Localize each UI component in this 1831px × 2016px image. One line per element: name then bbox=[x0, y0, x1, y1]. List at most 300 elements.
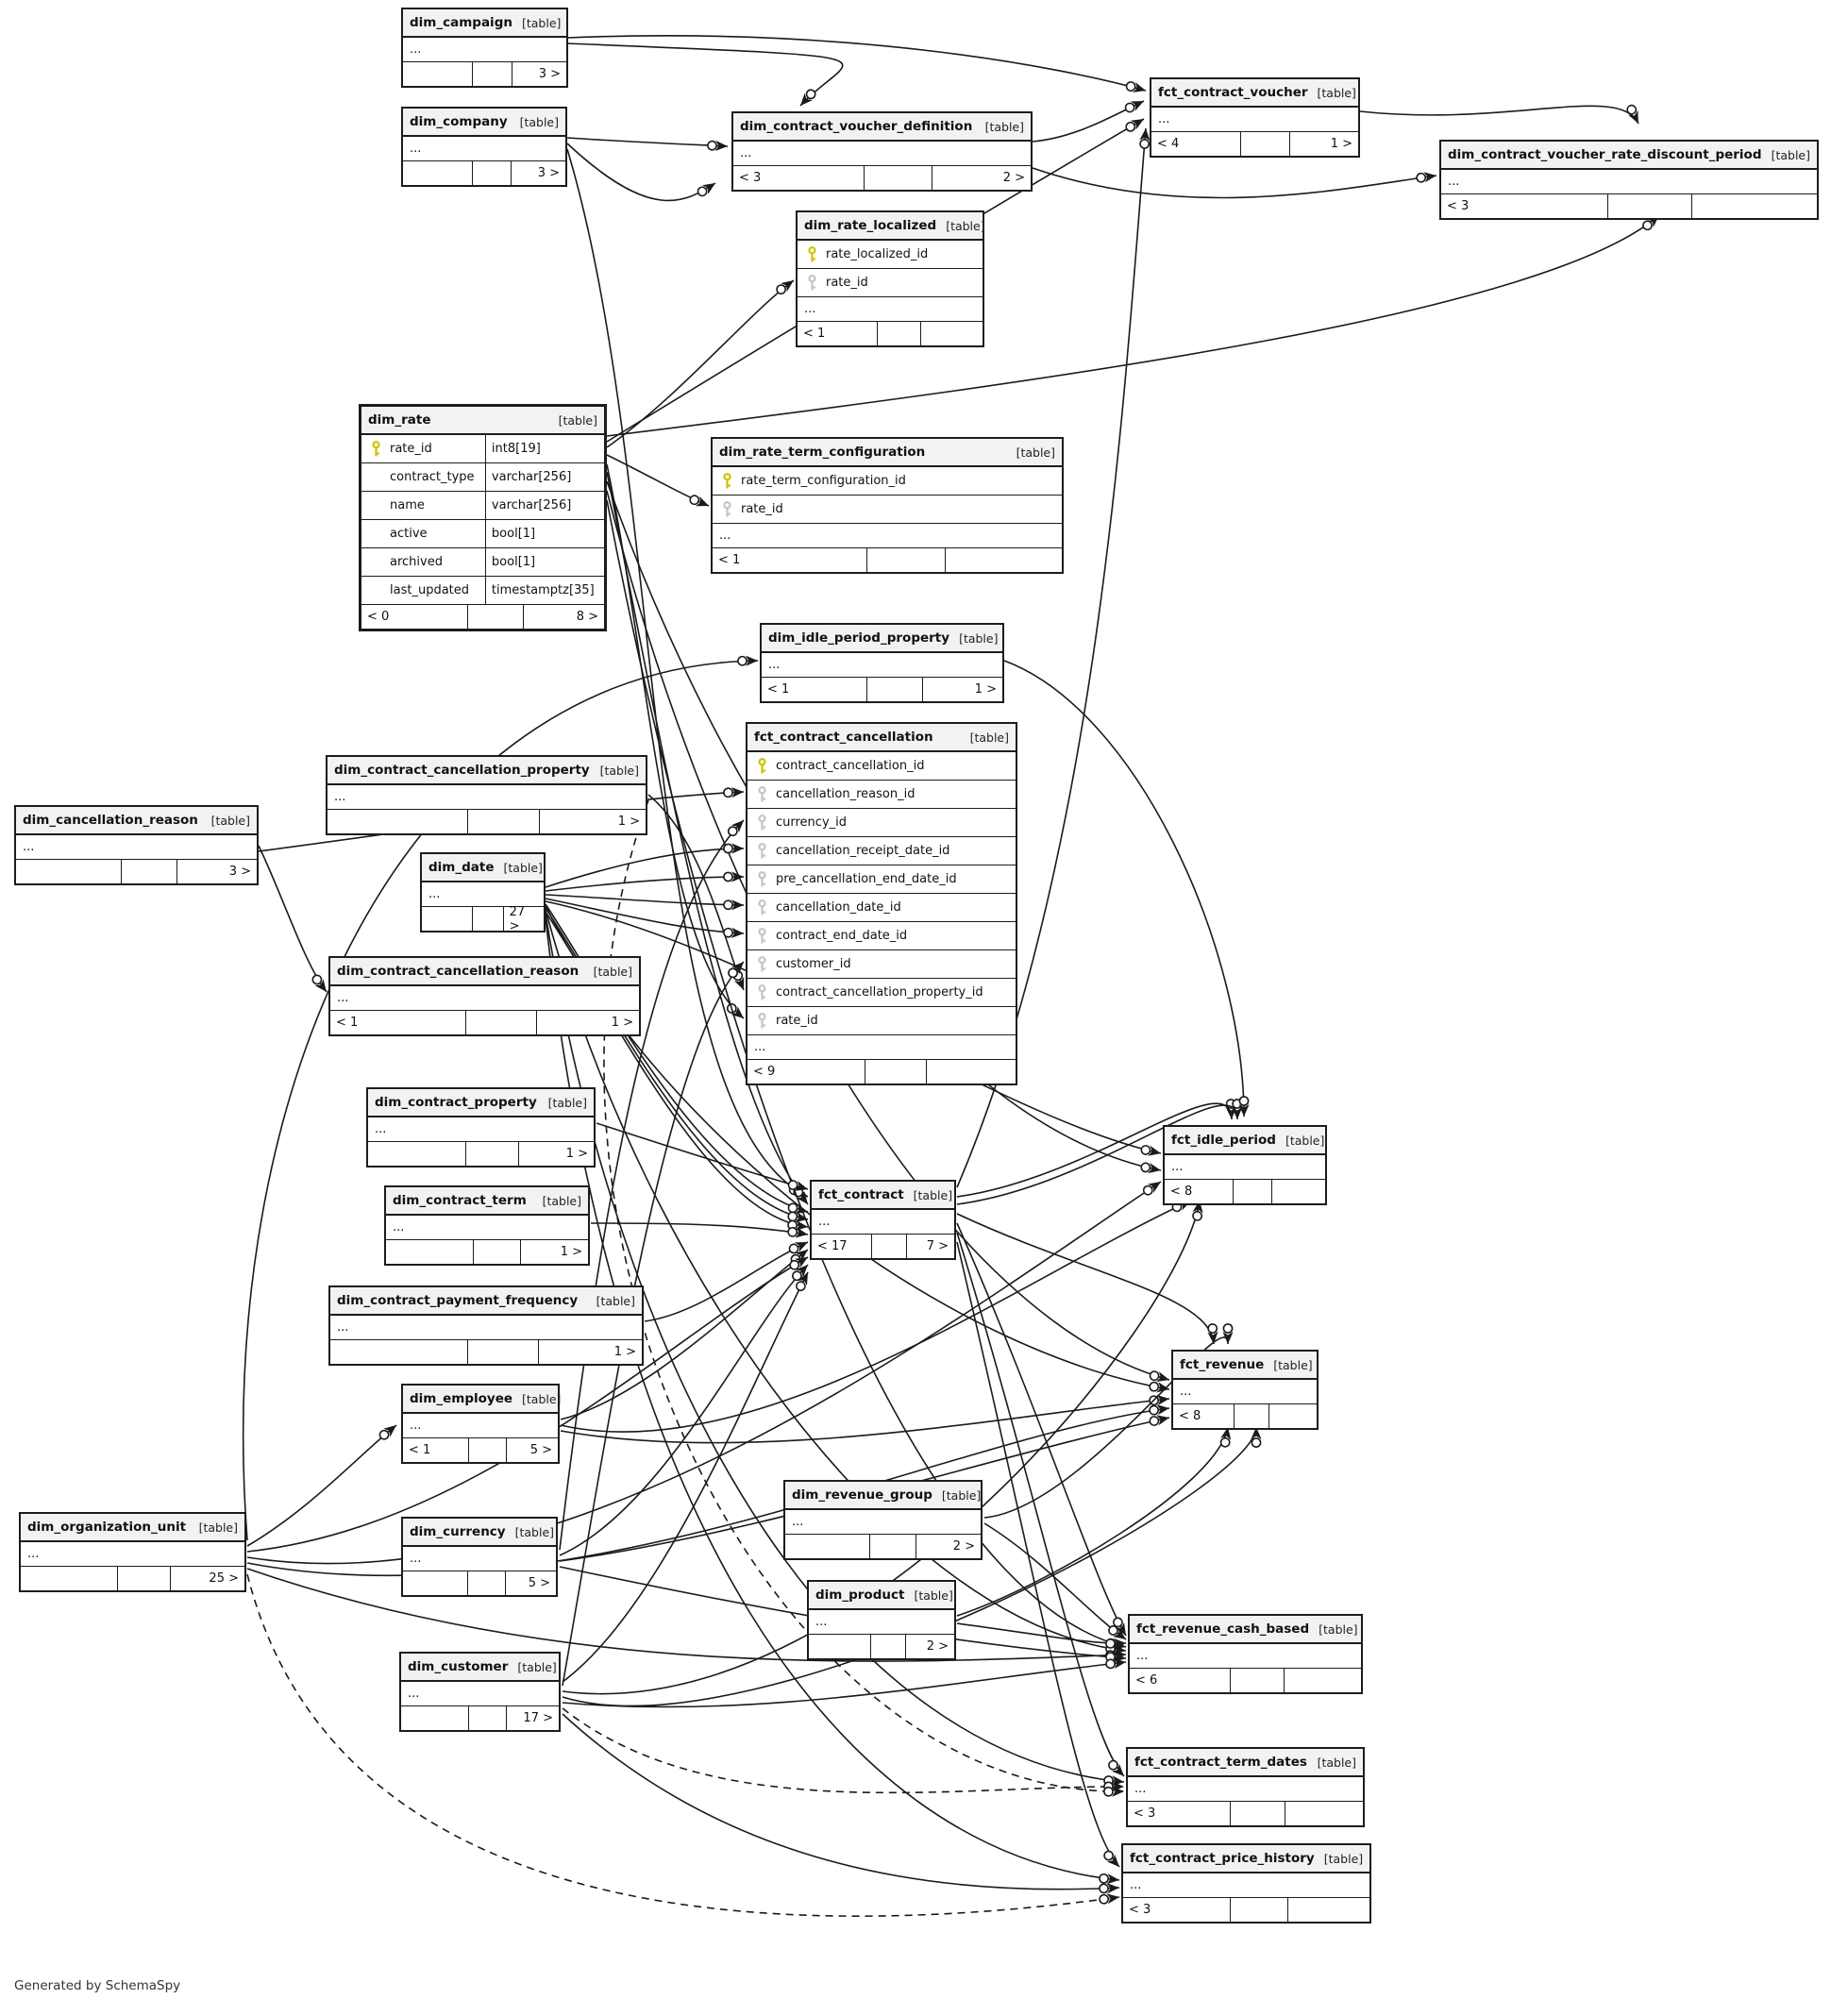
foreign-key-icon bbox=[798, 275, 826, 292]
table-footer bbox=[21, 1567, 244, 1590]
column-row-last_updated[interactable] bbox=[361, 577, 604, 605]
footer-spacer bbox=[871, 1235, 907, 1258]
table-footer bbox=[762, 678, 1002, 701]
table-footer bbox=[403, 1438, 558, 1462]
table-footer bbox=[809, 1635, 954, 1658]
table-footer bbox=[401, 1706, 559, 1730]
relationship-line bbox=[546, 877, 744, 891]
relationship-line bbox=[247, 1569, 1126, 1661]
child-count bbox=[1285, 1802, 1363, 1825]
columns-ellipsis: ... bbox=[762, 653, 1002, 678]
table-type-tag: [table] bbox=[519, 114, 559, 129]
parent-count bbox=[328, 810, 467, 833]
columns-ellipsis: ... bbox=[798, 297, 983, 322]
table-name[interactable]: fct_contract bbox=[818, 1187, 904, 1202]
table-footer bbox=[330, 1340, 642, 1364]
relationship-line bbox=[259, 846, 327, 992]
footer-spacer bbox=[467, 810, 540, 833]
child-count: 17 > bbox=[523, 1711, 553, 1725]
columns-ellipsis: ... bbox=[1151, 108, 1358, 132]
table-header[interactable] bbox=[733, 113, 1031, 142]
table-header[interactable] bbox=[1128, 1749, 1363, 1777]
column-row-rate_id[interactable] bbox=[361, 435, 604, 463]
relationship-line bbox=[957, 1623, 1126, 1643]
table-header[interactable] bbox=[748, 724, 1016, 752]
columns-ellipsis: ... bbox=[1123, 1873, 1369, 1898]
table-footer bbox=[16, 860, 257, 883]
table-name[interactable]: dim_rate_localized bbox=[804, 218, 937, 233]
table-fct_contract[interactable] bbox=[810, 1180, 956, 1260]
table-dim_contract_voucher_rate_discount_period[interactable] bbox=[1439, 140, 1819, 220]
table-footer bbox=[422, 904, 544, 933]
table-type-tag: [table] bbox=[913, 1187, 953, 1202]
table-header[interactable] bbox=[403, 1519, 556, 1547]
table-fct_contract_cancellation[interactable] bbox=[746, 722, 1017, 1085]
columns-ellipsis: ... bbox=[403, 38, 566, 62]
table-header[interactable] bbox=[16, 807, 257, 835]
footer-spacer bbox=[121, 860, 177, 883]
table-dim_revenue_group[interactable] bbox=[783, 1480, 983, 1560]
table-name[interactable]: dim_contract_voucher_definition bbox=[740, 119, 973, 134]
column-row-currency_id[interactable] bbox=[748, 809, 1016, 837]
table-fct_contract_price_history[interactable] bbox=[1121, 1843, 1371, 1924]
parent-count bbox=[401, 1706, 468, 1730]
table-name[interactable]: fct_contract_term_dates bbox=[1134, 1755, 1307, 1770]
table-name[interactable]: dim_product bbox=[815, 1588, 905, 1603]
table-type-tag: [table] bbox=[596, 1293, 635, 1308]
parent-count: < 8 bbox=[1179, 1409, 1201, 1423]
table-name[interactable]: dim_idle_period_property bbox=[768, 630, 950, 646]
foreign-key-icon bbox=[748, 871, 776, 888]
table-name[interactable]: dim_organization_unit bbox=[27, 1520, 187, 1535]
columns-ellipsis: ... bbox=[21, 1542, 244, 1567]
columns-ellipsis: ... bbox=[330, 986, 639, 1011]
column-row-contract_cancellation_id[interactable] bbox=[748, 752, 1016, 781]
table-header[interactable] bbox=[798, 212, 983, 241]
column-row-archived[interactable] bbox=[361, 548, 604, 577]
relationship-line bbox=[567, 43, 843, 106]
table-footer bbox=[330, 1011, 639, 1034]
parent-count bbox=[386, 1240, 473, 1264]
relationship-line bbox=[563, 1662, 1126, 1707]
column-name: last_updated bbox=[390, 583, 470, 597]
column-name: contract_cancellation_property_id bbox=[776, 985, 983, 1000]
table-header[interactable] bbox=[1165, 1127, 1325, 1155]
table-footer bbox=[1130, 1669, 1361, 1692]
footer-spacer bbox=[472, 62, 512, 86]
columns-ellipsis: ... bbox=[748, 1035, 1016, 1060]
child-count: 2 > bbox=[952, 1539, 975, 1554]
parent-count: < 3 bbox=[1447, 199, 1470, 213]
table-name[interactable]: fct_revenue_cash_based bbox=[1136, 1621, 1310, 1637]
column-name: rate_term_configuration_id bbox=[741, 474, 906, 488]
table-header[interactable] bbox=[1173, 1352, 1317, 1380]
column-name: name bbox=[390, 498, 425, 512]
table-dim_rate_term_configuration[interactable] bbox=[711, 437, 1064, 574]
table-name[interactable]: fct_idle_period bbox=[1171, 1133, 1276, 1148]
column-row-contract_type[interactable] bbox=[361, 463, 604, 492]
table-type-tag: [table] bbox=[593, 964, 632, 979]
table-name[interactable]: dim_contract_payment_frequency bbox=[337, 1293, 579, 1308]
footer-spacer bbox=[117, 1567, 170, 1590]
columns-ellipsis: ... bbox=[386, 1216, 588, 1240]
child-count: 2 > bbox=[926, 1639, 949, 1654]
child-count: 1 > bbox=[611, 1016, 633, 1030]
relationship-line bbox=[957, 1427, 1228, 1616]
foreign-key-icon bbox=[748, 899, 776, 916]
table-name[interactable]: dim_contract_property bbox=[375, 1095, 537, 1110]
table-footer bbox=[798, 322, 983, 345]
footer-spacer bbox=[1230, 1802, 1285, 1825]
table-type-tag: [table] bbox=[521, 15, 562, 30]
footer-spacer bbox=[870, 1635, 907, 1658]
table-type-tag: [table] bbox=[514, 1524, 555, 1539]
parent-count bbox=[809, 1635, 870, 1658]
table-type-tag: [table] bbox=[1273, 1357, 1313, 1372]
columns-ellipsis: ... bbox=[812, 1210, 954, 1235]
column-row-pre_cancellation_end_date_id[interactable] bbox=[748, 865, 1016, 894]
table-footer bbox=[1123, 1898, 1369, 1922]
relationship-line bbox=[546, 895, 744, 905]
table-dim_customer[interactable] bbox=[399, 1652, 561, 1732]
foreign-key-icon bbox=[748, 956, 776, 973]
parent-count: < 3 bbox=[739, 171, 762, 185]
child-count bbox=[927, 1060, 1016, 1084]
table-name[interactable]: dim_customer bbox=[408, 1659, 509, 1674]
column-name: pre_cancellation_end_date_id bbox=[776, 872, 957, 886]
table-header[interactable] bbox=[403, 1386, 562, 1414]
child-count bbox=[1269, 1404, 1317, 1428]
table-name[interactable]: dim_employee bbox=[410, 1391, 513, 1406]
columns-ellipsis: ... bbox=[16, 835, 257, 860]
parent-count: < 1 bbox=[803, 327, 826, 341]
table-dim_rate[interactable] bbox=[359, 404, 607, 631]
table-header[interactable] bbox=[330, 958, 639, 986]
child-count: 27 > bbox=[509, 904, 526, 933]
columns-ellipsis: ... bbox=[330, 1316, 642, 1340]
table-header[interactable] bbox=[1123, 1845, 1369, 1873]
table-header[interactable] bbox=[401, 1654, 559, 1682]
column-name: active bbox=[390, 527, 428, 541]
footer-spacer bbox=[866, 678, 923, 701]
table-name[interactable]: dim_revenue_group bbox=[792, 1487, 932, 1503]
table-type-tag: [table] bbox=[517, 1659, 557, 1674]
table-name[interactable]: fct_revenue bbox=[1180, 1357, 1265, 1372]
table-name[interactable]: dim_campaign bbox=[410, 15, 512, 30]
columns-ellipsis: ... bbox=[368, 1117, 594, 1142]
footer-spacer bbox=[472, 161, 512, 185]
column-name: contract_end_date_id bbox=[776, 929, 908, 943]
foreign-key-icon bbox=[748, 815, 776, 832]
foreign-key-icon bbox=[713, 501, 741, 518]
table-footer bbox=[1173, 1404, 1317, 1428]
parent-count bbox=[330, 1340, 467, 1364]
column-row-rate_term_configuration_id[interactable] bbox=[713, 467, 1062, 496]
table-name[interactable]: dim_contract_cancellation_reason bbox=[337, 964, 580, 979]
table-footer bbox=[748, 1060, 1016, 1084]
table-type-tag: [table] bbox=[1016, 445, 1055, 460]
column-name: rate_id bbox=[741, 502, 783, 516]
table-header[interactable] bbox=[713, 439, 1062, 467]
footer-spacer bbox=[1233, 1180, 1272, 1203]
table-footer bbox=[386, 1240, 588, 1264]
column-name: rate_id bbox=[776, 1014, 818, 1028]
footer-spacer bbox=[1240, 132, 1289, 156]
table-dim_contract_property[interactable] bbox=[366, 1087, 596, 1168]
table-header[interactable] bbox=[361, 407, 604, 435]
footer-spacer bbox=[1230, 1898, 1287, 1922]
relationship-line bbox=[567, 36, 1146, 91]
columns-ellipsis: ... bbox=[1130, 1644, 1361, 1669]
table-dim_cancellation_reason[interactable] bbox=[14, 805, 259, 885]
child-count: 5 > bbox=[529, 1443, 552, 1457]
columns-ellipsis: ... bbox=[733, 142, 1031, 166]
parent-count bbox=[785, 1535, 869, 1558]
relationship-line bbox=[1004, 661, 1244, 1117]
table-header[interactable] bbox=[812, 1182, 954, 1210]
table-dim_contract_payment_frequency[interactable] bbox=[328, 1285, 644, 1366]
foreign-key-icon bbox=[748, 984, 776, 1001]
parent-count: < 17 bbox=[817, 1239, 848, 1253]
table-footer bbox=[361, 605, 604, 629]
column-row-contract_end_date_id[interactable] bbox=[748, 922, 1016, 950]
parent-count bbox=[403, 161, 472, 185]
crow-foot-marker bbox=[1251, 1427, 1261, 1447]
foreign-key-icon bbox=[748, 928, 776, 945]
child-count: 1 > bbox=[613, 1345, 636, 1359]
table-header[interactable] bbox=[785, 1482, 981, 1510]
table-footer bbox=[812, 1235, 954, 1258]
column-type: int8[19] bbox=[485, 435, 604, 462]
parent-count: < 3 bbox=[1129, 1903, 1151, 1917]
table-name[interactable]: fct_contract_price_history bbox=[1130, 1851, 1315, 1866]
primary-key-icon bbox=[713, 473, 741, 490]
table-name[interactable]: dim_contract_voucher_rate_discount_period bbox=[1448, 147, 1762, 162]
footer-spacer bbox=[866, 548, 946, 572]
relationship-line bbox=[957, 1223, 1126, 1636]
table-name[interactable]: fct_contract_cancellation bbox=[754, 730, 933, 745]
parent-count bbox=[422, 907, 472, 931]
table-type-tag: [table] bbox=[210, 813, 250, 828]
table-footer bbox=[403, 161, 565, 185]
columns-ellipsis: ... bbox=[403, 1414, 558, 1438]
footer-spacer bbox=[472, 907, 503, 931]
table-header[interactable] bbox=[809, 1582, 954, 1610]
table-fct_idle_period[interactable] bbox=[1163, 1125, 1327, 1205]
table-name[interactable]: dim_company bbox=[410, 114, 508, 129]
child-count: 1 > bbox=[560, 1245, 582, 1259]
table-type-tag: [table] bbox=[1319, 1621, 1358, 1637]
child-count: 3 > bbox=[538, 67, 561, 81]
table-header[interactable] bbox=[21, 1514, 244, 1542]
table-header[interactable] bbox=[1130, 1616, 1361, 1644]
primary-key-icon bbox=[361, 441, 390, 458]
footer-spacer bbox=[1607, 194, 1692, 218]
column-name: customer_id bbox=[776, 957, 851, 971]
relationship-line bbox=[1360, 106, 1638, 124]
relationship-line bbox=[1033, 168, 1436, 198]
column-name: cancellation_reason_id bbox=[776, 787, 916, 801]
parent-count: < 9 bbox=[753, 1065, 776, 1079]
footer-spacer bbox=[468, 1706, 507, 1730]
primary-key-icon bbox=[798, 246, 826, 263]
table-header[interactable] bbox=[1151, 79, 1358, 108]
footer-spacer bbox=[865, 1060, 927, 1084]
columns-ellipsis: ... bbox=[422, 882, 544, 907]
columns-ellipsis: ... bbox=[1128, 1777, 1363, 1802]
table-footer bbox=[733, 166, 1031, 190]
table-type-tag: [table] bbox=[1317, 85, 1356, 100]
table-type-tag: [table] bbox=[1323, 1851, 1364, 1866]
table-header[interactable] bbox=[330, 1287, 642, 1316]
table-header[interactable] bbox=[328, 757, 646, 785]
table-type-tag: [table] bbox=[959, 630, 999, 646]
table-dim_company[interactable] bbox=[401, 107, 567, 187]
foreign-key-icon bbox=[748, 843, 776, 860]
column-row-name[interactable] bbox=[361, 492, 604, 520]
table-dim_campaign[interactable] bbox=[401, 8, 568, 88]
table-dim_product[interactable] bbox=[807, 1580, 956, 1660]
table-header[interactable] bbox=[403, 9, 566, 38]
footer-spacer bbox=[468, 1438, 507, 1462]
table-dim_organization_unit[interactable] bbox=[19, 1512, 246, 1592]
child-count bbox=[1288, 1898, 1369, 1922]
table-footer bbox=[328, 810, 646, 833]
columns-ellipsis: ... bbox=[1165, 1155, 1325, 1180]
table-footer bbox=[368, 1142, 594, 1166]
child-count: 7 > bbox=[926, 1239, 949, 1253]
table-name[interactable]: dim_contract_term bbox=[393, 1193, 527, 1208]
footer-spacer bbox=[1234, 1404, 1269, 1428]
column-type: varchar[256] bbox=[485, 492, 604, 519]
column-type: bool[1] bbox=[485, 520, 604, 547]
parent-count bbox=[368, 1142, 465, 1166]
table-header[interactable] bbox=[422, 854, 544, 882]
table-name[interactable]: dim_date bbox=[428, 860, 495, 875]
relationship-line bbox=[607, 280, 794, 447]
table-footer bbox=[785, 1535, 981, 1558]
table-dim_contract_cancellation_reason[interactable] bbox=[328, 956, 641, 1036]
crow-foot-marker bbox=[1222, 1324, 1233, 1344]
parent-count: < 8 bbox=[1170, 1184, 1193, 1199]
child-count: 2 > bbox=[1002, 171, 1025, 185]
table-footer bbox=[403, 1571, 556, 1595]
table-dim_currency[interactable] bbox=[401, 1517, 558, 1597]
column-row-cancellation_receipt_date_id[interactable] bbox=[748, 837, 1016, 865]
parent-count: < 6 bbox=[1135, 1673, 1158, 1688]
table-name[interactable]: dim_rate_term_configuration bbox=[719, 445, 926, 460]
table-fct_revenue[interactable] bbox=[1171, 1350, 1319, 1430]
columns-ellipsis: ... bbox=[328, 785, 646, 810]
table-footer bbox=[403, 62, 566, 86]
parent-count: < 0 bbox=[367, 610, 390, 624]
table-dim_contract_cancellation_property[interactable] bbox=[326, 755, 647, 835]
table-footer bbox=[1151, 132, 1358, 156]
table-header[interactable] bbox=[762, 625, 1002, 653]
column-name: rate_localized_id bbox=[826, 247, 929, 261]
column-name: rate_id bbox=[390, 442, 432, 456]
column-type: timestamptz[35] bbox=[485, 577, 604, 604]
footer-spacer bbox=[467, 1340, 539, 1364]
table-dim_employee[interactable] bbox=[401, 1384, 560, 1464]
column-row-active[interactable] bbox=[361, 520, 604, 548]
table-type-tag: [table] bbox=[547, 1095, 587, 1110]
table-dim_contract_term[interactable] bbox=[384, 1185, 590, 1266]
column-row-cancellation_reason_id[interactable] bbox=[748, 781, 1016, 809]
parent-count: < 1 bbox=[409, 1443, 431, 1457]
column-row-customer_id[interactable] bbox=[748, 950, 1016, 979]
table-dim_idle_period_property[interactable] bbox=[760, 623, 1004, 703]
column-row-rate_id[interactable] bbox=[748, 1007, 1016, 1035]
generator-credit: Generated by SchemaSpy bbox=[14, 1978, 181, 1993]
table-name[interactable]: dim_cancellation_reason bbox=[23, 813, 198, 828]
column-row-rate_id[interactable] bbox=[798, 269, 983, 297]
column-name: cancellation_date_id bbox=[776, 900, 901, 915]
table-dim_date[interactable] bbox=[420, 852, 546, 932]
table-fct_revenue_cash_based[interactable] bbox=[1128, 1614, 1363, 1694]
columns-ellipsis: ... bbox=[1441, 170, 1817, 194]
table-type-tag: [table] bbox=[984, 119, 1024, 134]
relationship-line bbox=[567, 143, 715, 200]
parent-count: < 4 bbox=[1157, 137, 1180, 151]
table-name[interactable]: dim_contract_cancellation_property bbox=[334, 763, 590, 778]
child-count: 25 > bbox=[209, 1571, 239, 1586]
footer-spacer bbox=[467, 1571, 505, 1595]
table-type-tag: [table] bbox=[1771, 147, 1810, 162]
column-row-rate_id[interactable] bbox=[713, 496, 1062, 524]
table-name[interactable]: fct_contract_voucher bbox=[1158, 85, 1308, 100]
footer-spacer bbox=[465, 1011, 536, 1034]
child-count bbox=[946, 548, 1062, 572]
primary-key-icon bbox=[748, 758, 776, 775]
table-type-tag: [table] bbox=[599, 763, 639, 778]
column-name: rate_id bbox=[826, 276, 868, 290]
child-count: 8 > bbox=[576, 610, 598, 624]
column-name: contract_cancellation_id bbox=[776, 759, 925, 773]
parent-count bbox=[16, 860, 121, 883]
column-name: archived bbox=[390, 555, 443, 569]
columns-ellipsis: ... bbox=[713, 524, 1062, 548]
footer-spacer bbox=[467, 605, 524, 629]
footer-spacer bbox=[1230, 1669, 1285, 1692]
table-footer bbox=[713, 548, 1062, 572]
child-count bbox=[921, 322, 983, 345]
footer-spacer bbox=[473, 1240, 521, 1264]
column-row-contract_cancellation_property_id[interactable] bbox=[748, 979, 1016, 1007]
column-name: contract_type bbox=[390, 470, 475, 484]
crow-foot-marker bbox=[1625, 104, 1643, 126]
table-header[interactable] bbox=[1441, 142, 1817, 170]
table-header[interactable] bbox=[386, 1187, 588, 1216]
table-name[interactable]: dim_rate bbox=[368, 412, 431, 428]
table-name[interactable]: dim_currency bbox=[410, 1524, 506, 1539]
table-fct_contract_voucher[interactable] bbox=[1150, 77, 1360, 158]
table-dim_contract_voucher_definition[interactable] bbox=[731, 111, 1033, 192]
child-count: 1 > bbox=[617, 815, 640, 829]
foreign-key-icon bbox=[748, 1013, 776, 1030]
foreign-key-icon bbox=[748, 786, 776, 803]
column-row-rate_localized_id[interactable] bbox=[798, 241, 983, 269]
table-dim_rate_localized[interactable] bbox=[796, 210, 984, 347]
column-row-cancellation_date_id[interactable] bbox=[748, 894, 1016, 922]
relationship-line bbox=[247, 1425, 396, 1546]
parent-count bbox=[21, 1567, 117, 1590]
table-header[interactable] bbox=[368, 1089, 594, 1117]
table-fct_contract_term_dates[interactable] bbox=[1126, 1747, 1365, 1827]
relationship-line bbox=[596, 1123, 808, 1189]
parent-count bbox=[403, 1571, 467, 1595]
table-header[interactable] bbox=[403, 109, 565, 137]
